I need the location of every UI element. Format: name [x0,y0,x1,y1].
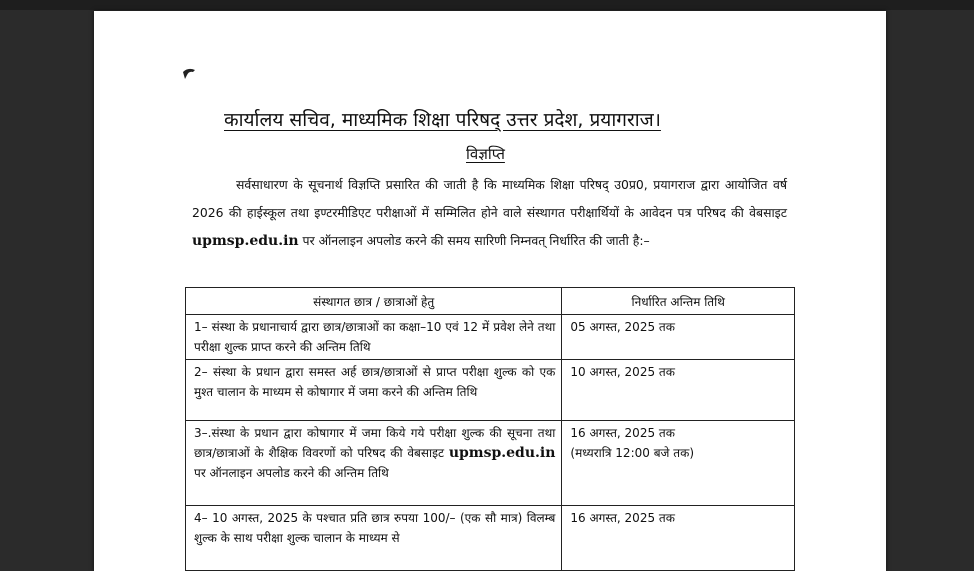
notice-title: विज्ञप्ति [466,145,505,163]
row-deadline [562,421,795,506]
table-row [186,360,795,421]
row-description-text: 3–.संस्था के प्रधान द्वारा कोषागार में जमा किये गये परीक्षा शुल्क की सूचना तथा छात्र/छात्राओं के शैक्षिक विवरणों को परिषद की वेबसाइट [194,426,556,460]
deadline-date: 16 अगस्त, 2025 तक [570,511,675,525]
row-description: 2– संस्था के प्रधान द्वारा समस्त अर्ह छात्र/छात्राओं से प्राप्त परीक्षा शुल्क को एक मुश्त चालान के माध्यम से कोषागार में जमा करने की अन्तिम तिथि [186,360,562,421]
schedule-table [185,287,795,571]
website-link[interactable]: upmsp.edu.in [192,233,299,249]
deadline-date: 05 अगस्त, 2025 तक [570,320,675,334]
row-description [186,421,562,506]
viewer-top-bar [0,0,974,10]
deadline-date: 16 अगस्त, 2025 तक [570,426,675,440]
table-row [186,506,795,571]
row-description: 1– संस्था के प्रधानाचार्य द्वारा छात्र/छात्राओं का कक्षा–10 एवं 12 में प्रवेश लेने तथा परीक्षा शुल्क प्राप्त करने की अन्तिम तिथि [186,315,562,360]
table-row [186,315,795,360]
row-deadline [562,360,795,421]
office-title: कार्यालय सचिव, माध्यमिक शिक्षा परिषद् उत्तर प्रदेश, प्रयागराज। [224,109,661,131]
table-header-row [186,288,795,315]
paragraph-text: सर्वसाधारण के सूचनार्थ विज्ञप्ति प्रसारित की जाती है कि माध्यमिक शिक्षा परिषद् उ0प्र0, प्रयागराज द्वारा आयोजित वर्ष 2026 की हाईस्कूल तथा इण्टरमीडिएट परीक्षाओं में सम्मिलित होने वाले संस्थागत परीक्षार्थियों के आवेदन पत्र परिषद की वेबसाइट [192,177,787,220]
paragraph-text-end: पर ऑनलाइन अपलोड करने की समय सारिणी निम्नवत् निर्धारित की जाती है:– [302,233,650,248]
row-deadline [562,315,795,360]
website-link[interactable]: upmsp.edu.in [448,445,556,461]
document-page [94,11,886,571]
deadline-date: 10 अगस्त, 2025 तक [570,365,675,379]
row-description-text-end: पर ऑनलाइन अपलोड करने की अन्तिम तिथि [194,466,389,480]
row-deadline [562,506,795,571]
notice-paragraph [192,171,787,255]
scan-mark-icon [182,67,196,81]
table-row [186,421,795,506]
deadline-note: (मध्यरात्रि 12:00 बजे तक) [570,446,695,460]
row-description: 4– 10 अगस्त, 2025 के पश्चात प्रति छात्र रुपया 100/– (एक सौ मात्र) विलम्ब शुल्क के साथ परीक्षा शुल्क चालान के माध्यम से [186,506,562,571]
header-deadline: निर्धारित अन्तिम तिथि [562,288,795,315]
header-category: संस्थागत छात्र / छात्राओं हेतु [186,288,562,315]
